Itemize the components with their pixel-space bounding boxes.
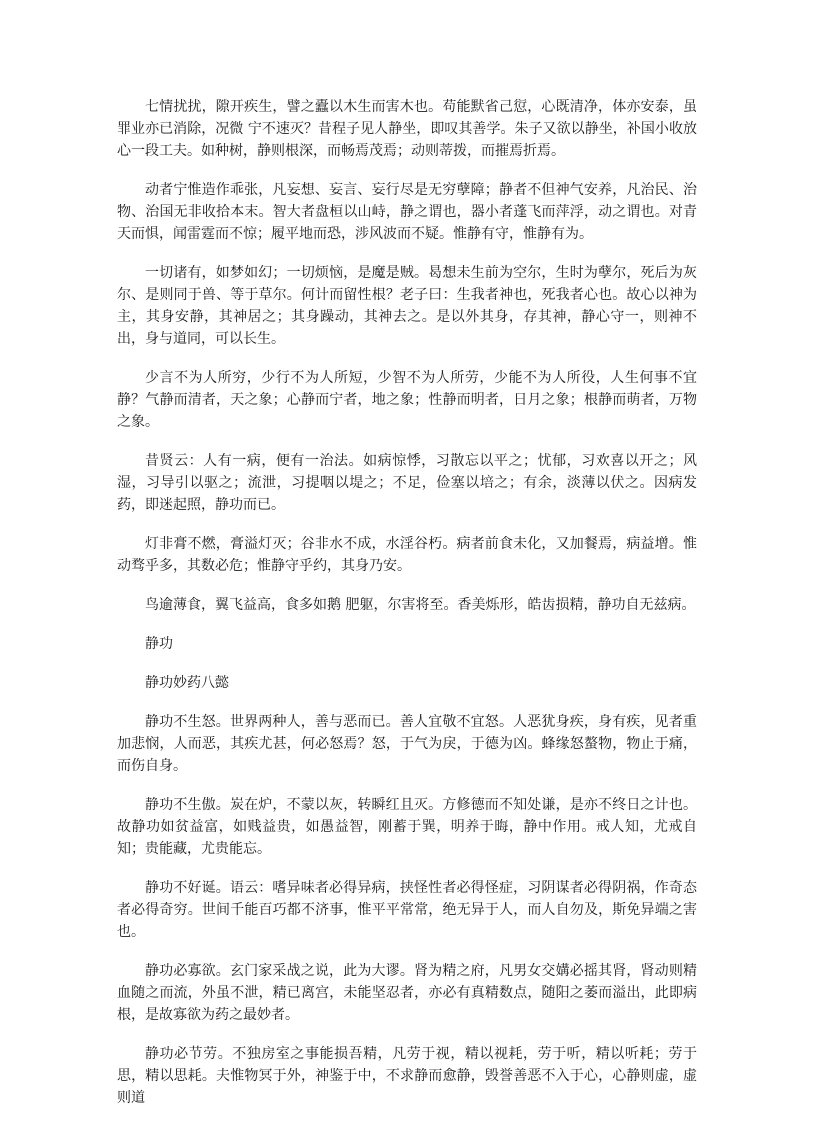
subsection-heading: 静功妙药八懿 — [145, 675, 229, 691]
paragraph-6: 灯非膏不燃，膏溢灯灭；谷非水不成，水淫谷朽。病者前食未化，又加餐焉，病益增。惟动骛乎多，其数必危；惟静守乎约，其身乃安。 — [117, 536, 697, 574]
paragraph-3: 一切诸有，如梦如幻；一切烦恼，是魔是贼。曷想未生前为空尔，生时为孽尔，死后为灰尔、是则同于兽、等于草尔。何计而留性根？老子曰：生我者神也，死我者心也。故心以神为主，其身安静，其神居之；其身躁动，其神去之。是以外其身，存其神，静心守一，则神不出，身与道同，可以长生。 — [117, 265, 697, 347]
paragraph-1: 七情扰扰，隙开疾生，譬之蠹以木生而害木也。苟能默省己愆，心既清净，体亦安泰，虽罪业亦已消除，况微 宁不速灭？昔程子见人静坐，即叹其善学。朱子又欲以静坐，补国小收放心一段工夫。如种树，静则根深，而畅焉茂焉；动则蒂拨，而摧焉折焉。 — [117, 99, 697, 159]
paragraph-4: 少言不为人所穷，少行不为人所短，少智不为人所劳，少能不为人所役，人生何事不宜静？气静而清者，天之象；心静而宁者，地之象；性静而明者，日月之象；根静而萌者，万物之象。 — [117, 370, 697, 430]
paragraph-7: 鸟逾薄食，翼飞益高，食多如鹅 肥躯，尔害将至。香美烁形，皓齿损精，静功自无兹病。 — [145, 597, 696, 613]
paragraph-8: 静功不生怒。世界两种人，善与恶而已。善人宜敬不宜怒。人恶犹身疾，身有疾，见者重加悲悯，人而恶，其疾尤甚，何必怒焉？怒，于气为戾，于德为凶。蜂缘怒螯物，物止于痛，而伤自身。 — [117, 714, 697, 774]
paragraph-12: 静功必节劳。不独房室之事能损吾精，凡劳于视，精以视耗，劳于听，精以听耗；劳于思，精以思耗。夫惟物冥于外，神鉴于中，不求静而愈静，毁誉善恶不入于心，心静则虚，虚则道 — [117, 1046, 697, 1106]
paragraph-9: 静功不生傲。炭在炉，不蒙以灰，转瞬红且灭。方修德而不知处谦，是亦不终日之计也。故静功如贫益富，如贱益贵，如愚益智，刚蓄于巽，明养于晦，静中作用。戒人知，尤戒自知；贵能藏，尤贵能忘。 — [117, 797, 697, 857]
paragraph-2: 动者宁惟造作乖张，凡妄想、妄言、妄行尽是无穷孽障；静者不但神气安养，凡治民、治物、治国无非收拾本末。智大者盘桓以山峙，静之谓也，器小者蓬飞而萍浮，动之谓也。对青天而惧，闻雷霆而不惊；履平地而恐，涉风波而不疑。惟静有守，惟静有为。 — [117, 182, 697, 242]
document-page — [117, 96, 697, 1126]
section-heading: 静功 — [145, 636, 173, 652]
paragraph-5: 昔贤云：人有一病，便有一治法。如病惊悸，习散忘以平之；忧郁，习欢喜以开之；风湿，习导引以驱之；流泄，习提咽以堤之；不足，俭塞以培之；有余，淡薄以伏之。因病发药，即迷起照，静功而已。 — [117, 453, 697, 513]
paragraph-11: 静功必寡欲。玄门家采战之说，此为大谬。肾为精之府，凡男女交媾必摇其肾，肾动则精血随之而流，外虽不泄，精已离宫，未能坚忍者，亦必有真精数点，随阳之萎而溢出，此即病根，是故寡欲为药之最妙者。 — [117, 963, 697, 1023]
paragraph-10: 静功不好诞。语云：嗜异味者必得异病，挟怪性者必得怪症，习阴谋者必得阴祸，作奇态者必得奇穷。世间千能百巧都不济事，惟平平常常，绝无异于人，而人自勿及，斯免异端之害也。 — [117, 880, 697, 940]
